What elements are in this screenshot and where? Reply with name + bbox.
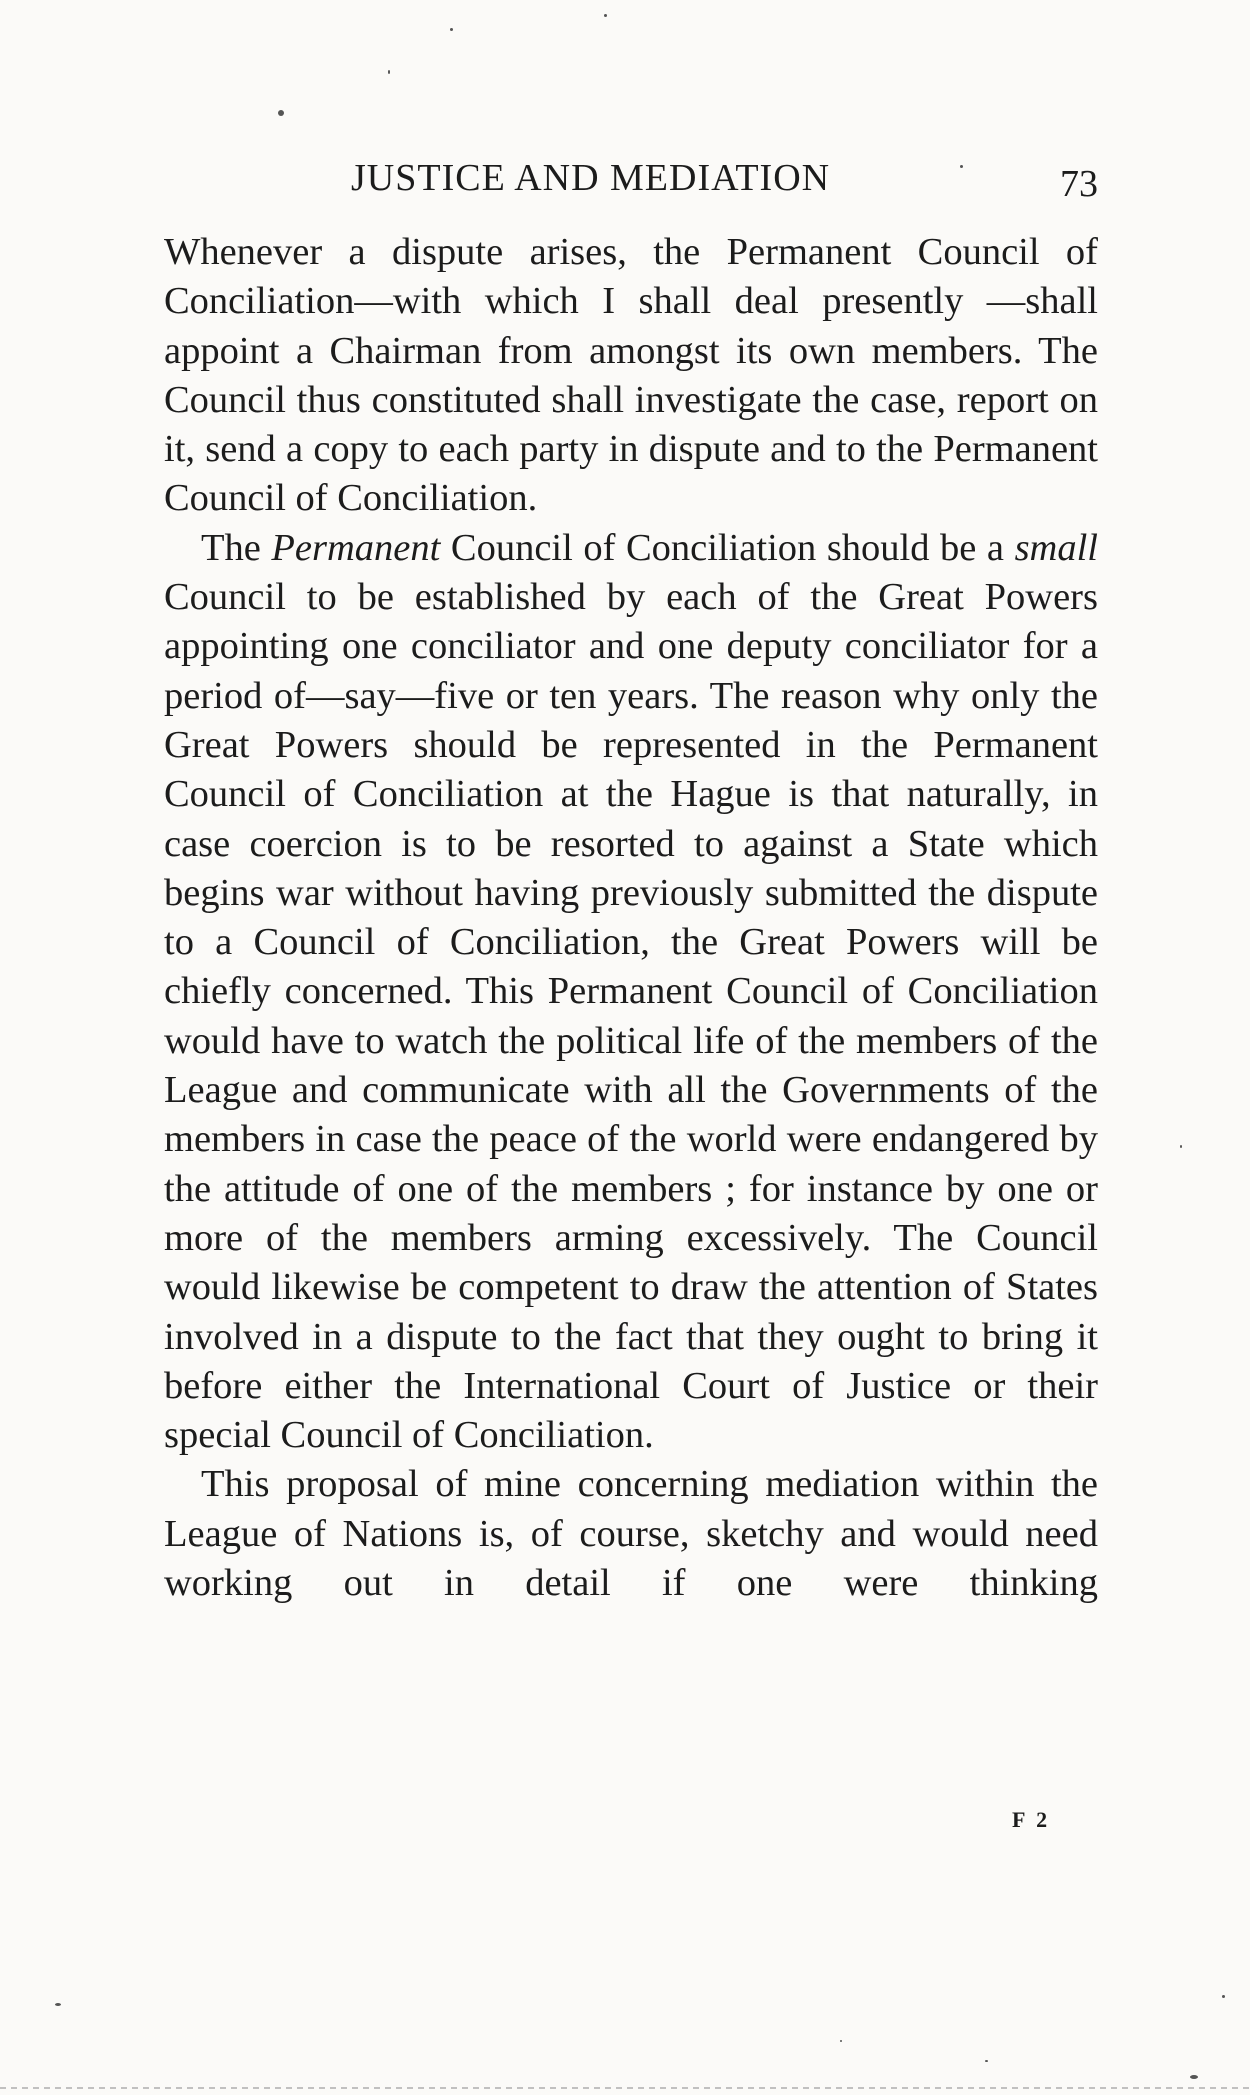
page-header — [164, 150, 1098, 220]
scan-speck — [278, 110, 284, 116]
running-title: JUSTICE AND MEDIATION — [351, 157, 831, 199]
italic-permanent: Permanent — [271, 526, 441, 569]
paragraph-1 — [164, 228, 1098, 524]
body-text — [164, 228, 1098, 1608]
signature-mark: F 2 — [1012, 1807, 1051, 1832]
scan-speck — [960, 165, 963, 168]
bottom-rule — [0, 2087, 1250, 2089]
paragraph-3-text: This proposal of mine concerning mediation within the League of Nations is, of course, sketchy and would need working out in detail if one were thinking — [164, 1463, 1098, 1605]
scan-speck — [450, 28, 453, 31]
scan-speck — [1180, 1145, 1182, 1148]
page-number: 73 — [1060, 163, 1098, 205]
scan-speck — [985, 2060, 988, 2062]
scan-speck — [388, 70, 390, 74]
paragraph-2 — [164, 524, 1098, 1461]
paragraph-3 — [164, 1460, 1098, 1608]
scan-speck — [1190, 2075, 1198, 2079]
italic-small: small — [1014, 526, 1098, 569]
paragraph-2-text: The — [201, 526, 272, 569]
paragraph-2-text: Council to be established by each of the Great Powers appointing one conciliator and one deputy conciliator for a period of—say—five or ten years. The reason why only the Great Powers should be represented in the Permanent Council of Conciliation at the Hague is that naturally, in case coercion is to be resorted to against a State which begins war without having previously submitted the dispute to a Council of Conciliation, the Great Powers will be chiefly concerned. This Permanent Council of Conciliation would have to watch the political life of the members of the League and communicate with all the Governments of the members in case the peace of the world were endangered by the attitude of one of the members ; for instance by one or more of the members arming excessively. The Council would likewise be competent to draw the attention of States involved in a dispute to the fact that they ought to bring it before either the International Court of Justice or their special Council of Conciliation. — [164, 576, 1098, 1457]
scan-speck — [1222, 1995, 1225, 1998]
scan-speck — [55, 2003, 61, 2006]
paragraph-2-text: Council of Conciliation should be a — [440, 526, 1015, 569]
scan-speck — [604, 14, 607, 17]
scan-speck — [840, 2040, 842, 2042]
paragraph-1-text: Whenever a dispute arises, the Permanent Council of Conciliation—with which I shall deal presently —shall appoint a Chairman from amongst its own members. The Council thus constituted shall investigate the case, report on it, send a copy to each party in dispute and to the Permanent Council of Conciliation. — [164, 231, 1098, 520]
